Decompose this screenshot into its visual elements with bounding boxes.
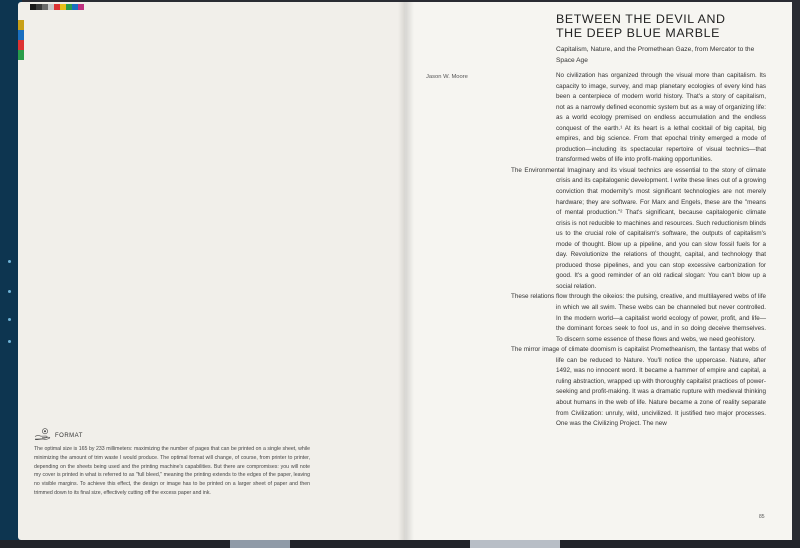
body-text <box>511 71 766 430</box>
format-body: The optimal size is 165 by 233 millimeters: maximizing the number of pages that can be printed on a single sheet, while minimizing the amount of trim waste I would produce. The optimal format will change, of course, from printer to printer, depending on the sheets being used and the printing machine's capabilities. But there are compromises: you will note my cover is printed in what is referred to as "full bleed," meaning the printing extends to the edges of the paper, leaving no visible margins. To achieve this effect, the design or image has to be printed on a larger sheet of paper and then trimmed down to its final size, effectively cutting off the excess paper and ink. <box>34 446 310 496</box>
format-title: FORMAT <box>55 433 83 439</box>
paragraph: These relations flow through the oikeios: the pulsing, creative, and multilayered webs of life in which we all swim. These webs can be channeled but never controlled. In the modern world—a capitalist world ecology of power, profit, and life—the dominant forces seek to fool us, and in so doing deceive themselves. To discern some essence of these flows and webs, we need geohistory. <box>511 293 766 343</box>
bottom-background <box>0 540 800 548</box>
hand-with-circle-icon <box>34 428 52 440</box>
paragraph: No civilization has organized through the visual more than capitalism. Its capacity to image, survey, and map planetary ecologies of every kind has been a centerpiece of modern world history. That's a story of capitalism, not as a narrowly defined economic system but as a way of organizing life: as a world ecology premised on endless accumulation and the endless conquest of the earth.¹ At its heart is a lethal cocktail of big capital, big empires, and big science. From that epochal trinity emerged a mode of production—including its spectacular repertoire of visual technics—that transformed webs of life into profit-making opportunities. <box>556 72 766 164</box>
chapter-title: BETWEEN THE DEVIL AND THE DEEP BLUE MARBLE <box>556 12 726 40</box>
bottom-background-patch <box>470 540 560 548</box>
author-name: Jason W. Moore <box>426 74 468 80</box>
chapter-subtitle: Capitalism, Nature, and the Promethean Gaze, from Mercator to the Space Age <box>556 46 755 64</box>
side-calibration-strip <box>18 20 24 60</box>
format-sidebar <box>34 428 310 503</box>
format-heading <box>34 428 310 440</box>
bottom-background-patch <box>230 540 290 548</box>
cover-dot <box>8 260 11 263</box>
cover-dot <box>8 318 11 321</box>
cover-dot <box>8 290 11 293</box>
paragraph: The mirror image of climate doomism is capitalist Prometheanism, the fantasy that webs of life can be reduced to Nature. You'll notice the uppercase. Nature, after 1492, was no innocent word. It became a hammer of empire and capital, a ruling abstraction, wrapped up with thoroughly capitalist practices of power-seeking and profit-making. It was a dramatic rupture with medieval thinking about humans in the web of life. Nature became a zone of reality separate from Civilization: unruly, wild, uncivilized. It justified two major processes. One was the Civilizing Project. The new <box>511 346 766 428</box>
color-calibration-strip <box>30 4 84 10</box>
paragraph: The Environmental Imaginary and its visual technics are essential to the story of climate crisis and its capitalogenic development. I write these lines out of a growing conviction that modernity's most significant technologies are not merely hardware; they are software. For Marx and Engels, these are the "means of mental production."² That's significant, because capitalogenic climate crisis is not reducible to machines and resources. Such reductionism blinds us to the crucial role of capitalism's software, the outputs of capitalism's mode of thought. Blow up a pipeline, and you can slow fossil fuels for a day. Revolutionize the relations of thought, capital, and technology that produced those pipelines, and you can stop excessive carbonization for good. It's a good reminder of an old radical slogan: You can't blow up a social relation. <box>511 166 766 290</box>
page-number: 85 <box>759 514 765 520</box>
cover-dot <box>8 340 11 343</box>
book-gutter <box>398 2 414 540</box>
